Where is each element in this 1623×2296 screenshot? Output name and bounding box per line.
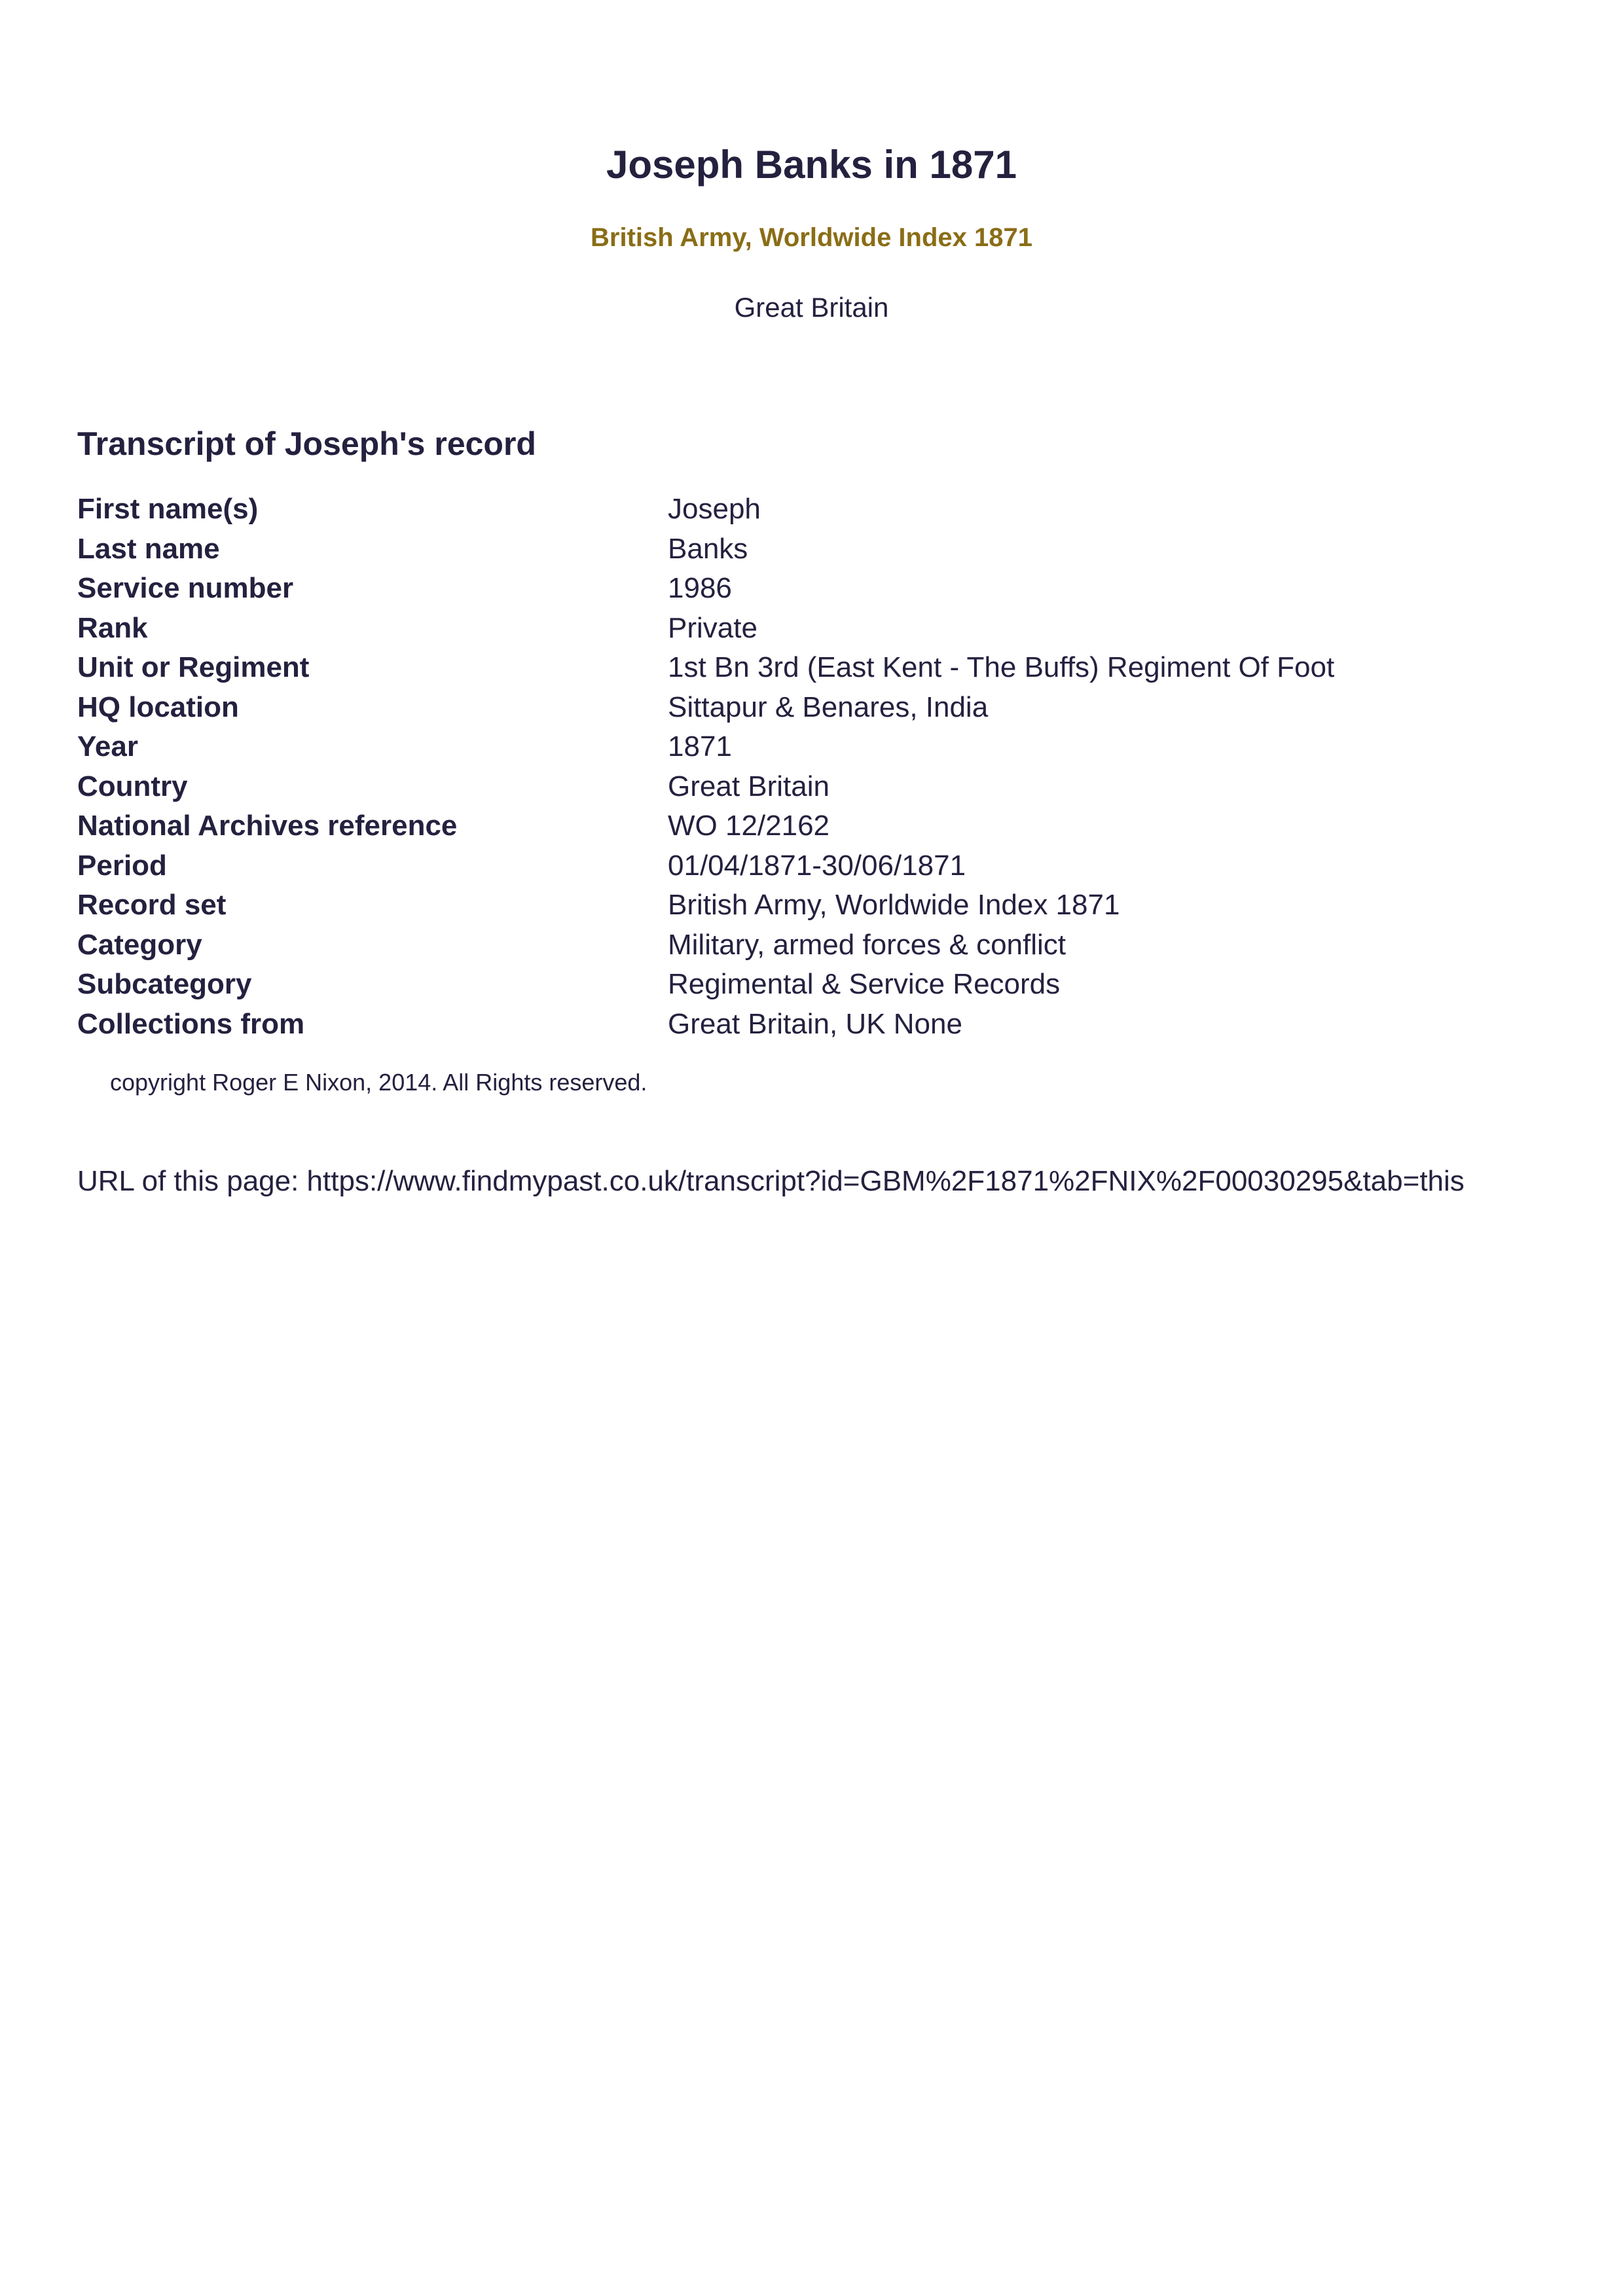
field-row-last-name [77, 529, 1550, 569]
record-set-subtitle: British Army, Worldwide Index 1871 [591, 223, 1032, 252]
field-value: Sittapur & Benares, India [668, 691, 989, 723]
field-value: Great Britain, UK None [668, 1007, 962, 1040]
field-value: 1986 [668, 572, 732, 605]
field-label: Country [77, 770, 188, 802]
field-value: 01/04/1871-30/06/1871 [668, 849, 966, 882]
page-title: Joseph Banks in 1871 [606, 143, 1017, 187]
field-value: Regimental & Service Records [668, 968, 1061, 1001]
field-value: 1st Bn 3rd (East Kent - The Buffs) Regiment Of Foot [668, 651, 1335, 684]
field-row-record-set [77, 886, 1550, 925]
field-label: Last name [77, 532, 220, 565]
field-value: Great Britain [668, 770, 830, 802]
field-label: Rank [77, 611, 148, 644]
field-value: Joseph [668, 493, 761, 526]
field-value: Banks [668, 532, 748, 565]
field-row-period [77, 846, 1550, 886]
field-label: Collections from [77, 1007, 305, 1040]
field-label: First name(s) [77, 493, 259, 526]
field-row-rank [77, 609, 1550, 649]
page-url-text: URL of this page: https://www.findmypast.co.uk/transcript?id=GBM%2F1871%2FNIX%2F00030295&tab=this [77, 1165, 1465, 1197]
field-value: Military, armed forces & conflict [668, 928, 1067, 961]
transcript-fields [77, 490, 1550, 1044]
field-row-subcategory [77, 965, 1550, 1005]
field-row-collections-from [77, 1005, 1550, 1045]
field-label: National Archives reference [77, 810, 458, 842]
field-label: Unit or Regiment [77, 651, 310, 684]
field-label: Service number [77, 572, 294, 605]
field-label: Year [77, 730, 138, 763]
field-label: Subcategory [77, 968, 252, 1001]
transcript-heading: Transcript of Joseph's record [77, 425, 536, 462]
field-row-country [77, 767, 1550, 807]
field-row-year [77, 727, 1550, 767]
country-subtitle: Great Britain [734, 292, 889, 323]
field-row-national-archives-reference [77, 806, 1550, 846]
field-value: Private [668, 611, 757, 644]
field-value: British Army, Worldwide Index 1871 [668, 889, 1120, 922]
field-row-unit-or-regiment [77, 648, 1550, 688]
field-label: HQ location [77, 691, 239, 723]
field-row-first-name [77, 490, 1550, 529]
field-row-category [77, 925, 1550, 965]
field-row-service-number [77, 569, 1550, 609]
copyright-notice: copyright Roger E Nixon, 2014. All Rights reserved. [110, 1069, 647, 1096]
field-label: Record set [77, 889, 227, 922]
field-value: 1871 [668, 730, 732, 763]
field-row-hq-location [77, 688, 1550, 728]
field-label: Category [77, 928, 202, 961]
field-value: WO 12/2162 [668, 810, 830, 842]
field-label: Period [77, 849, 167, 882]
